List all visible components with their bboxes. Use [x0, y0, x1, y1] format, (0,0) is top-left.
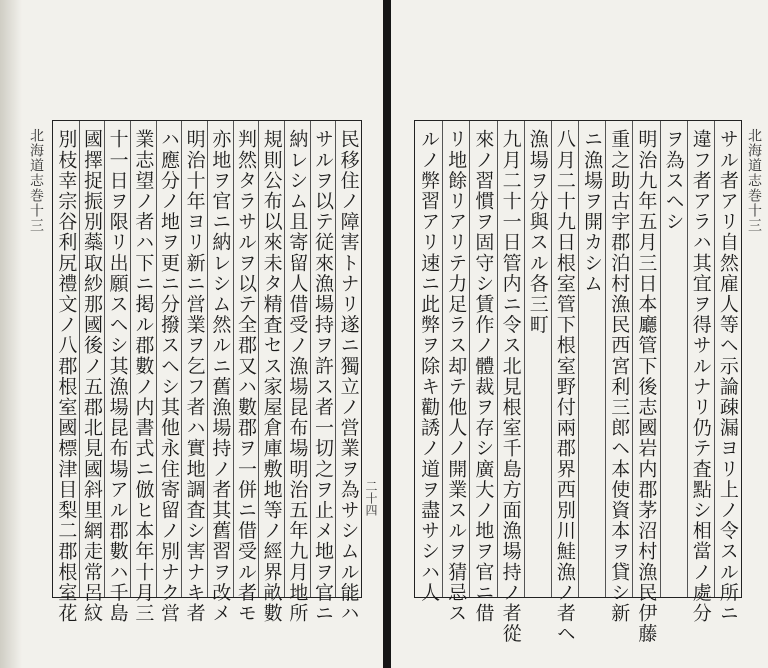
- right-text-column: 來ノ習慣ヲ固守シ賃作ノ體裁ヲ存シ廣大ノ地ヲ官ニ借: [472, 129, 495, 624]
- left-text-column: 別枝幸宗谷利尻禮文ノ八郡根室國標津目梨二郡根室花: [55, 129, 78, 624]
- column-rule: [660, 121, 661, 597]
- right-running-title: 北海道志巻十三: [746, 128, 762, 233]
- column-rule: [605, 121, 606, 597]
- left-page-number: 二十四: [364, 480, 378, 516]
- column-rule: [632, 121, 633, 597]
- left-text-column: サルヲ以テ従來漁場持ヲ許ス者一切之ヲ止メ地ヲ官ニ: [312, 129, 334, 624]
- left-text-column: 明治十年ヨリ新ニ営業ヲ乞フ者ハ實地調査シ害ナキ者: [183, 129, 206, 624]
- right-text-column: 八月二十九日根室管下根室野付兩郡界西別川鮭漁ノ者ヘ: [553, 129, 576, 644]
- right-text-column: リ地餘リアリテ力足ラス却テ他人ノ開業スルヲ猜忌ス: [445, 129, 468, 624]
- right-text-column: ヲ為スヘシ: [662, 129, 685, 232]
- column-rule: [551, 121, 552, 597]
- right-text-frame: [414, 120, 742, 644]
- left-text-column: 判然タラサルヲ以テ全郡又ハ數郡ヲ一併ニ借受ル者モ: [235, 129, 257, 624]
- right-text-column: 九月二十一日管内ニ令ス北見根室千島方面漁場持ノ者從: [499, 129, 522, 644]
- book-spine: [383, 0, 391, 668]
- left-running-title: 北海道志巻十三: [28, 128, 44, 233]
- left-page: [0, 0, 383, 668]
- left-text-column: 亦地ヲ官ニ納レシム然ルニ舊漁場持ノ者其舊習ヲ改メ: [209, 129, 232, 624]
- left-text-column: ハ應分ノ地ヲ更ニ分撥スヘシ其他永住寄留ノ別ナク営: [158, 129, 180, 624]
- right-text-column: 重之助古宇郡泊村漁民西宮利三郎ヘ本使資本ヲ貸シ新: [608, 129, 631, 624]
- right-text-column: サル者アリ自然雇人等ヘ示論疎漏ヨリ上ノ令スル所ニ: [716, 129, 739, 624]
- left-text-column: 納レシム且寄留人借受ノ漁場昆布場明治五年九月地所: [286, 129, 309, 624]
- column-rule: [524, 121, 525, 597]
- right-text-column: 明治九年五月三日本廳管下後志國岩内郡茅沼村漁民伊藤: [635, 129, 658, 644]
- left-text-frame: [52, 120, 362, 624]
- column-rule: [687, 121, 688, 597]
- right-text-column: ニ漁場ヲ開カシム: [581, 129, 604, 294]
- left-text-column: 國擇捉振別蘂取紗那國後ノ五郡北見國斜里網走常呂紋: [81, 129, 103, 624]
- left-text-column: 規則公布以來未タ精査セス家屋倉庫敷地等ノ經界畝數: [260, 129, 283, 624]
- right-text-column: 違フ者アラハ其宜ヲ得サルナリ仍テ査點シ相當ノ處分: [689, 129, 712, 624]
- column-rule: [578, 121, 579, 597]
- column-rule: [497, 121, 498, 597]
- column-rule: [714, 121, 715, 597]
- left-text-column: 民移住ノ障害トナリ遂ニ獨立ノ営業ヲ為サシムル能ハ: [337, 129, 360, 624]
- right-text-column: 漁場ヲ分與スル各三町: [526, 129, 549, 335]
- column-rule: [469, 121, 470, 597]
- left-text-column: 業志望ノ者ハ下ニ掲ル郡數ノ内書式ニ倣ヒ本年十月三: [132, 129, 155, 624]
- right-text-column: ルノ弊習アリ速ニ此弊ヲ除キ勸誘ノ道ヲ盡サシハ人: [418, 129, 441, 603]
- column-rule: [442, 121, 443, 597]
- page-shadow: [0, 0, 22, 668]
- left-text-column: 十一日ヲ限リ出願スヘシ其漁場昆布場アル郡數ハ千島: [106, 129, 129, 624]
